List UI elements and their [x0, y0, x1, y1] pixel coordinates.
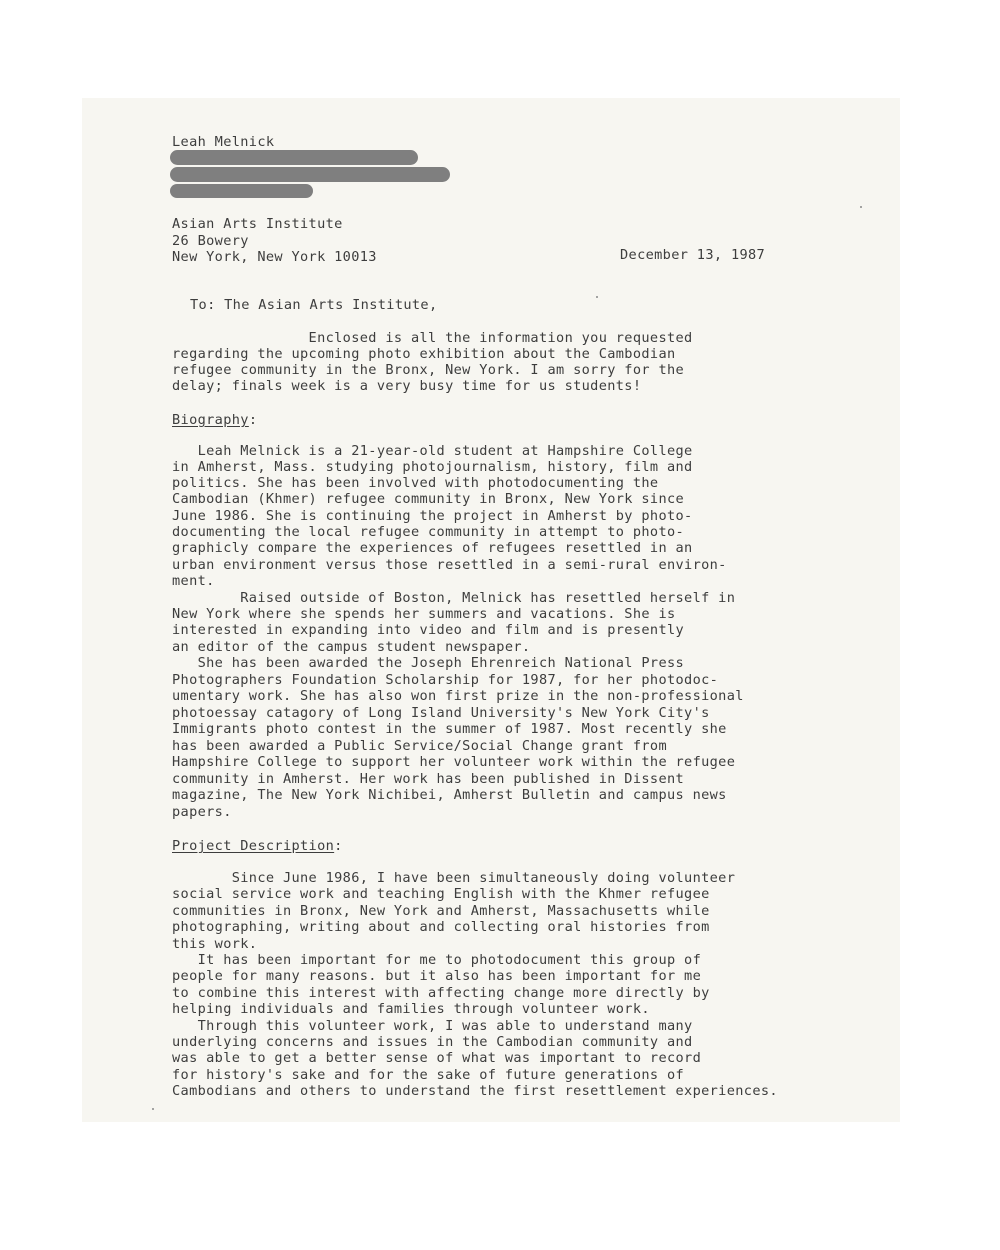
biography-line: an editor of the campus student newspaper.: [172, 639, 531, 655]
project-line: underlying concerns and issues in the Cambodian community and: [172, 1034, 693, 1050]
biography-line: Leah Melnick is a 21-year-old student at Hampshire College: [172, 443, 693, 459]
biography-line: urban environment versus those resettled in a semi-rural environ-: [172, 557, 727, 573]
intro-line: regarding the upcoming photo exhibition about the Cambodian: [172, 346, 676, 362]
project-line: to combine this interest with affecting change more directly by: [172, 985, 710, 1001]
biography-line: documenting the local refugee community in attempt to photo-: [172, 524, 685, 540]
biography-line: photoessay catagory of Long Island University's New York City's: [172, 705, 710, 721]
biography-line: papers.: [172, 804, 232, 820]
redacted-address-line-3: [170, 184, 313, 198]
biography-line: in Amherst, Mass. studying photojournalism, history, film and: [172, 459, 693, 475]
biography-line: Photographers Foundation Scholarship for 1987, for her photodoc-: [172, 672, 719, 688]
biography-line: interested in expanding into video and film and is presently: [172, 622, 685, 638]
recipient-street: 26 Bowery: [172, 233, 249, 249]
project-heading: Project Description:: [172, 838, 343, 854]
redacted-address-line-2: [170, 167, 450, 182]
biography-line: magazine, The New York Nichibei, Amherst Bulletin and campus news: [172, 787, 727, 803]
project-line: It has been important for me to photodocument this group of: [172, 952, 702, 968]
paper-speck: [860, 206, 862, 208]
biography-line: politics. She has been involved with photodocumenting the: [172, 475, 659, 491]
biography-line: umentary work. She has also won first prize in the non-professional: [172, 688, 744, 704]
intro-line: Enclosed is all the information you requested: [172, 330, 693, 346]
project-line: people for many reasons. but it also has been important for me: [172, 968, 702, 984]
project-line: for history's sake and for the sake of future generations of: [172, 1067, 685, 1083]
paper-speck: [596, 296, 598, 298]
biography-heading: Biography:: [172, 412, 258, 428]
project-line: Cambodians and others to understand the first resettlement experiences.: [172, 1083, 778, 1099]
project-line: helping individuals and families through volunteer work.: [172, 1001, 650, 1017]
project-line: Since June 1986, I have been simultaneously doing volunteer: [172, 870, 736, 886]
paper-speck: [152, 1108, 154, 1110]
redacted-address-line-1: [170, 150, 418, 165]
project-line: photographing, writing about and collecting oral histories from: [172, 919, 710, 935]
sender-name: Leah Melnick: [172, 134, 275, 150]
biography-line: Raised outside of Boston, Melnick has resettled herself in: [172, 590, 736, 606]
biography-line: has been awarded a Public Service/Social Change grant from: [172, 738, 667, 754]
biography-line: ment.: [172, 573, 215, 589]
biography-line: New York where she spends her summers and vacations. She is: [172, 606, 676, 622]
biography-line: community in Amherst. Her work has been published in Dissent: [172, 771, 685, 787]
project-line: this work.: [172, 936, 258, 952]
biography-line: graphicly compare the experiences of refugees resettled in an: [172, 540, 693, 556]
biography-line: She has been awarded the Joseph Ehrenreich National Press: [172, 655, 685, 671]
recipient-city: New York, New York 10013: [172, 249, 377, 265]
intro-line: delay; finals week is a very busy time for us students!: [172, 378, 642, 394]
biography-line: Hampshire College to support her volunteer work within the refugee: [172, 754, 736, 770]
letter-date: December 13, 1987: [620, 247, 766, 263]
project-line: Through this volunteer work, I was able to understand many: [172, 1018, 693, 1034]
project-line: communities in Bronx, New York and Amherst, Massachusetts while: [172, 903, 710, 919]
intro-line: refugee community in the Bronx, New York. I am sorry for the: [172, 362, 685, 378]
biography-line: Immigrants photo contest in the summer of 1987. Most recently she: [172, 721, 727, 737]
project-line: was able to get a better sense of what was important to record: [172, 1050, 702, 1066]
project-line: social service work and teaching English with the Khmer refugee: [172, 886, 710, 902]
biography-line: Cambodian (Khmer) refugee community in Bronx, New York since: [172, 491, 685, 507]
salutation: To: The Asian Arts Institute,: [190, 297, 438, 313]
recipient-org: Asian Arts Institute: [172, 216, 343, 232]
biography-line: June 1986. She is continuing the project in Amherst by photo-: [172, 508, 693, 524]
